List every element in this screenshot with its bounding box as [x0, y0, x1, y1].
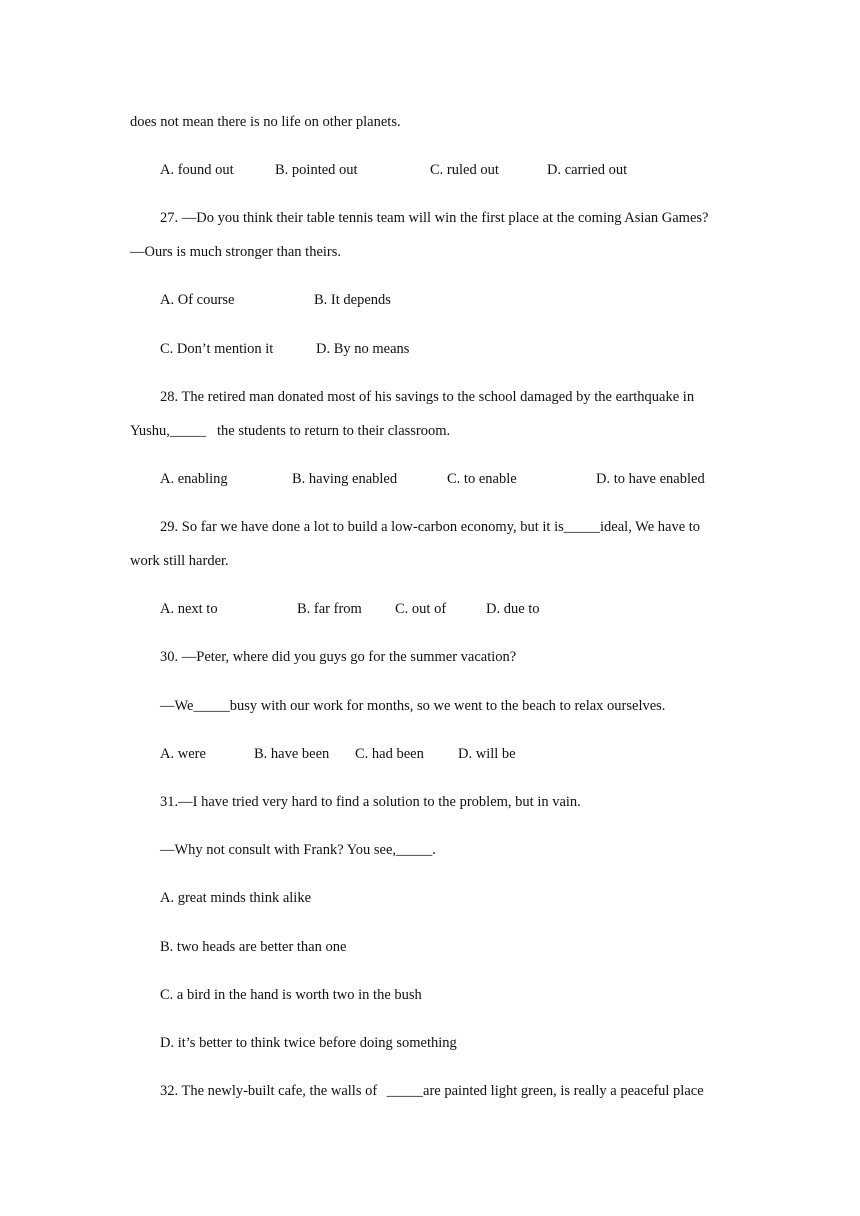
option-a: A. Of course	[160, 292, 235, 308]
option-c: C. to enable	[447, 471, 517, 487]
q28-cont-b: the students to return to their classroom.	[217, 423, 451, 439]
q29-stem	[160, 518, 700, 536]
option-d: D. due to	[486, 601, 540, 617]
q31-reply: —Why not consult with Frank? You see,_____.	[160, 842, 436, 858]
option-a: A. were	[160, 746, 206, 762]
option-a: A. next to	[160, 601, 218, 617]
option-d: D. will be	[458, 746, 516, 762]
q30-reply-a: —We	[160, 698, 194, 714]
continuation-line: does not mean there is no life on other planets.	[130, 114, 401, 130]
q31-option-b: B. two heads are better than one	[160, 939, 347, 955]
q31-option-d: D. it’s better to think twice before doing something	[160, 1035, 457, 1051]
q29-blank: _____	[563, 519, 601, 535]
q30-reply-b: busy with our work for months, so we went to the beach to relax ourselves.	[229, 698, 666, 714]
option-b: B. having enabled	[292, 471, 398, 487]
option-c: C. Don’t mention it	[160, 341, 274, 357]
q29-stem-a: 29. So far we have done a lot to build a low-carbon economy, but it is	[160, 519, 564, 535]
q28-cont-a: Yushu,_____	[130, 423, 207, 439]
q32-stem-a: 32. The newly-built cafe, the walls of	[160, 1083, 381, 1099]
option-d: D. carried out	[547, 162, 628, 178]
q32-stem	[160, 1082, 704, 1100]
q27-reply: —Ours is much stronger than theirs.	[130, 244, 342, 260]
q30-blank: _____	[193, 698, 230, 714]
q31-stem: 31.—I have tried very hard to find a solution to the problem, but in vain.	[160, 794, 581, 810]
option-c: C. out of	[395, 601, 447, 617]
q29-stem-b: ideal, We have to	[600, 519, 701, 535]
option-d: D. By no means	[316, 341, 410, 357]
q32-blank: _____	[386, 1083, 424, 1099]
option-b: B. It depends	[314, 292, 391, 308]
q27-stem: 27. —Do you think their table tennis team will win the first place at the coming Asian Games?	[160, 210, 709, 226]
q30-reply	[160, 697, 665, 715]
q31-option-c: C. a bird in the hand is worth two in the bush	[160, 987, 422, 1003]
q29-continuation: work still harder.	[130, 553, 229, 569]
option-a: A. enabling	[160, 471, 228, 487]
option-d: D. to have enabled	[596, 471, 705, 487]
q31-option-a: A. great minds think alike	[160, 890, 312, 906]
q30-stem: 30. —Peter, where did you guys go for the summer vacation?	[160, 649, 517, 665]
option-c: C. ruled out	[430, 162, 499, 178]
option-b: B. pointed out	[275, 162, 358, 178]
option-a: A. found out	[160, 162, 234, 178]
option-b: B. far from	[297, 601, 362, 617]
q32-stem-b: are painted light green, is really a peaceful place	[423, 1083, 704, 1099]
option-b: B. have been	[254, 746, 330, 762]
q28-stem: 28. The retired man donated most of his savings to the school damaged by the earthquake in	[160, 389, 695, 405]
option-c: C. had been	[355, 746, 424, 762]
